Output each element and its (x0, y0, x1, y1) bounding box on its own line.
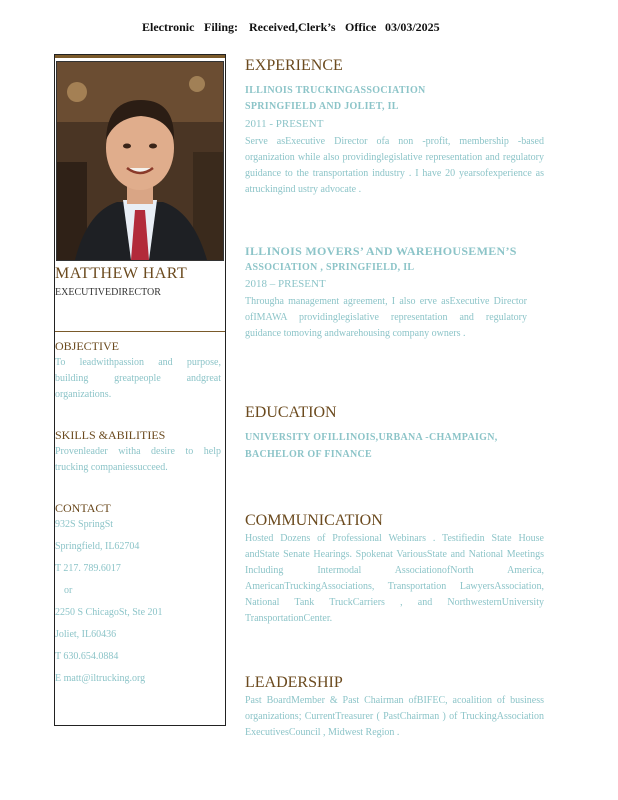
job1-description: Serve asExecutive Director ofa non -profit, membership -based organization while also providinglegislative representation and regulatory guidance to the transportation industry . I have 20 yearsofexperience as atruckingind ustry advocate . (245, 136, 544, 195)
job2-description: Througha management agreement, I also erve asExecutive Director ofIMAWA providinglegislative representation and regulatory guidance tomoving andwarehousing company owners . (245, 296, 527, 339)
skills-text: Provenleader witha desire to help trucking companiessucceed. (55, 446, 221, 473)
photo-frame (55, 55, 225, 265)
objective-text: To leadwithpassion and purpose, building greatpeople andgreat organizations. (55, 357, 221, 400)
contact-city-2: Joliet, IL60436 (55, 629, 117, 640)
job2-dates: 2018 – PRESENT (245, 278, 326, 290)
skills-heading: SKILLS &ABILITIES (55, 428, 166, 442)
job1-org-line2: SPRINGFIELD AND JOLIET, IL (245, 101, 399, 112)
header-office: Office (345, 20, 377, 34)
header-electronic: Electronic (142, 20, 195, 34)
job2-org-line1: ILLINOIS MOVERS’ AND WAREHOUSEMEN’S (245, 244, 517, 258)
contact-phone-1: T 217. 789.6017 (55, 563, 121, 574)
experience-heading: EXPERIENCE (245, 57, 343, 74)
header-date: 03/03/2025 (385, 20, 440, 34)
sidebar (54, 54, 226, 726)
contact-phone-2: T 630.654.0884 (55, 651, 119, 662)
job1-org-line1: ILLINOIS TRUCKINGASSOCIATION (245, 85, 426, 96)
contact-city-1: Springfield, IL62704 (55, 541, 140, 552)
education-university: UNIVERSITY OFILLINOIS,URBANA -CHAMPAIGN, (245, 432, 498, 443)
education-heading: EDUCATION (245, 404, 337, 421)
profile-name: MATTHEW HART (55, 265, 188, 282)
sidebar-divider (55, 331, 225, 332)
portrait-illustration (57, 62, 223, 260)
header-received: Received,Clerk’s (249, 20, 336, 34)
communication-text: Hosted Dozens of Professional Webinars . Testifiedin State House andState Senate Hearings. Spokenat VariousState and National Meetings Including Intermodal AssociationofNorth America, AmericanTruckingAssociations, Transportation LawyersAssociation, National Tank TruckCarriers , and NorthwesternUniversity TransportationCenter. (245, 533, 544, 624)
contact-address-1: 932S SpringSt (55, 519, 114, 530)
communication-heading: COMMUNICATION (245, 512, 383, 529)
header-filing: Filing: (204, 20, 239, 34)
job1-dates: 2011 - PRESENT (245, 118, 324, 130)
leadership-heading: LEADERSHIP (245, 674, 343, 691)
contact-email[interactable]: E matt@iltrucking.org (55, 673, 146, 684)
profile-photo (56, 61, 224, 261)
education-degree: BACHELOR OF FINANCE (245, 449, 373, 460)
leadership-text: Past BoardMember & Past Chairman ofBIFEC, acoalition of business organizations; CurrentTreasurer ( PastChairman ) of TruckingAssociation ExecutivesCouncil , Midwest Region . (245, 695, 544, 738)
job2-org-line2: ASSOCIATION , SPRINGFIELD, IL (245, 262, 415, 273)
objective-heading: OBJECTIVE (55, 339, 119, 353)
profile-title: EXECUTIVEDIRECTOR (55, 287, 161, 298)
contact-heading: CONTACT (55, 501, 111, 515)
contact-or: or (64, 585, 73, 596)
contact-address-2: 2250 S ChicagoSt, Ste 201 (55, 607, 163, 618)
